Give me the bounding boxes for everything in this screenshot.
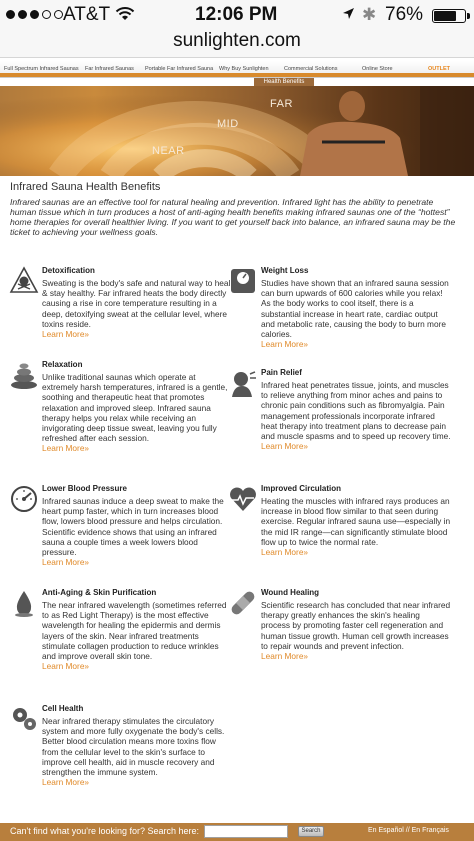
learn-more-link[interactable]: Learn More» — [42, 443, 90, 454]
nav-item-why-buy[interactable]: Why Buy Sunlighten — [219, 66, 269, 72]
benefit-anti-aging — [42, 588, 232, 671]
head-pain-icon — [228, 368, 258, 398]
benefit-cell-health — [42, 704, 232, 787]
benefit-title: Improved Circulation — [261, 484, 342, 493]
nav-item-outlet[interactable]: OUTLET — [428, 66, 450, 72]
benefit-description: The near infrared wavelength (sometimes referred to as Red Light Therapy) is the most effective wavelength for healing the epidermis and dermis layers of the skin. Near infrared treatments stimulate collagen production to reduce wrinkles and improve overall skin tone. — [42, 600, 227, 662]
tab-health-benefits[interactable]: Health Benefits — [254, 78, 314, 87]
learn-more-link[interactable]: Learn More» — [42, 777, 90, 788]
nav-divider — [0, 73, 474, 77]
benefit-title: Weight Loss — [261, 266, 309, 275]
hero-label-near: NEAR — [152, 145, 185, 157]
learn-more-link[interactable]: Learn More» — [261, 339, 309, 350]
nav-item-full-spectrum[interactable]: Full Spectrum Infrared Saunas — [4, 66, 79, 72]
nav-item-online-store[interactable]: Online Store — [362, 66, 393, 72]
location-arrow-icon — [342, 7, 355, 20]
hero-label-mid: MID — [217, 118, 239, 130]
intro-paragraph: Infrared saunas are an effective tool for natural healing and prevention. Infrared light has the ability to penetrate human tissue which in turn produces a host of anti-aging health benefits making infrared saunas one of the “hottest” home therapies for overall healthier living. If you want to get yourself back into balance, an infrared sauna may be the ticket to achieving your wellness goals. — [10, 197, 456, 237]
learn-more-link[interactable]: Learn More» — [42, 557, 90, 568]
benefit-title: Detoxification — [42, 266, 95, 275]
search-input[interactable] — [204, 825, 288, 838]
nav-item-commercial[interactable]: Commercial Solutions — [284, 66, 338, 72]
scale-icon — [228, 266, 258, 296]
hero-banner — [0, 86, 474, 176]
battery-icon — [432, 9, 466, 23]
language-links[interactable]: En Español // En Français — [368, 827, 449, 834]
benefit-description: Unlike traditional saunas which operate at extremely harsh temperatures, infrared is a gentle, soothing and therapeutic heat that promotes relaxation and improved sleep. Infrared sauna therapy helps you relax while receiving an invigorating deep tissue sweat, leaving you fully refreshed after each session. — [42, 372, 228, 444]
learn-more-link[interactable]: Learn More» — [261, 441, 309, 452]
benefit-description: Infrared saunas induce a deep sweat to make the heart pump faster, which in turn increases blood flow, lowers blood pressure and helps circulation. Scientific evidence shows that using an infrared sauna a couple times a week lowers blood pressure. — [42, 496, 224, 558]
search-button[interactable]: Search — [298, 826, 324, 837]
learn-more-link[interactable]: Learn More» — [261, 651, 309, 662]
learn-more-link[interactable]: Learn More» — [42, 329, 90, 340]
wifi-icon — [115, 6, 135, 22]
carrier-name: AT&T — [63, 4, 111, 25]
benefit-improved-circulation — [261, 484, 451, 557]
benefit-description: Sweating is the body's safe and natural way to heal & stay healthy. Far infrared heats the body directly causing a rise in core temperature resulting in a deep, detoxifying sweat at the cellular level, where toxins reside. — [42, 278, 231, 329]
address-bar[interactable]: sunlighten.com — [0, 30, 474, 58]
search-prompt: Can't find what you're looking for? Search here: — [10, 826, 200, 836]
benefit-description: Heating the muscles with infrared rays produces an increase in blood flow similar to that seen during exercise. Regular infrared sauna use—especially in the mid IR range—can significantly stimulate blood flow up to twice the normal rate. — [261, 496, 451, 547]
water-drop-icon — [9, 588, 39, 618]
page-title: Infrared Sauna Health Benefits — [10, 181, 161, 193]
benefit-title: Lower Blood Pressure — [42, 484, 127, 493]
benefit-title: Cell Health — [42, 704, 84, 713]
cells-icon — [9, 704, 39, 734]
benefit-description: Scientific research has concluded that near infrared therapy greatly enhances the skin's healing process by promoting faster cell regeneration and human tissue growth. Human cell growth increases to repair wounds and prevent infection. — [261, 600, 451, 651]
stones-icon — [9, 360, 39, 390]
benefit-title: Wound Healing — [261, 588, 320, 597]
benefit-description: Studies have shown that an infrared sauna session can burn upwards of 600 calories while you relax! As the body works to cool itself, there is a substantial increase in heart rate, cardiac output and metabolic rate, causing the body to burn more calories. — [261, 278, 449, 340]
benefit-relaxation — [42, 360, 232, 454]
footer-search-bar — [0, 823, 474, 841]
heartbeat-icon — [228, 484, 258, 514]
benefit-description: Infrared heat penetrates tissue, joints, and muscles to relieve anything from minor aches and pains to chronic pain conditions such as fibromyalgia. Pain management professionals incorporate infrared heat therapy into treatment plans to decrease pain and muscle spasms and to speed up recovery time. — [261, 380, 451, 442]
signal-strength-icon — [6, 10, 63, 19]
skull-crossbones-icon — [9, 266, 39, 296]
benefit-title: Pain Relief — [261, 368, 302, 377]
benefit-weight-loss — [261, 266, 451, 349]
status-bar — [0, 0, 474, 30]
clock: 12:06 PM — [195, 4, 278, 25]
hero-image — [0, 86, 474, 176]
bluetooth-icon: ✱ — [362, 5, 377, 24]
benefit-pain-relief — [261, 368, 451, 451]
blood-pressure-gauge-icon — [9, 484, 39, 514]
benefit-lower-blood-pressure — [42, 484, 232, 567]
benefit-wound-healing — [261, 588, 451, 661]
learn-more-link[interactable]: Learn More» — [261, 547, 309, 558]
battery-percent: 76% — [385, 4, 424, 25]
benefit-title: Relaxation — [42, 360, 83, 369]
learn-more-link[interactable]: Learn More» — [42, 661, 90, 672]
benefit-description: Near infrared therapy stimulates the circulatory system and more fully oxygenate the body's cells. Better blood circulation means more toxins flow from the cellular level to the skin's surface to improve cell health, aid in muscle recovery and strengthen the immune system. — [42, 716, 225, 778]
nav-item-far-infrared[interactable]: Far Infrared Saunas — [85, 66, 134, 72]
benefit-title: Anti-Aging & Skin Purification — [42, 588, 157, 597]
nav-item-portable[interactable]: Portable Far Infrared Sauna — [145, 66, 214, 72]
hero-label-far: FAR — [270, 98, 293, 110]
bandage-icon — [228, 588, 258, 618]
benefit-detoxification — [42, 266, 232, 339]
